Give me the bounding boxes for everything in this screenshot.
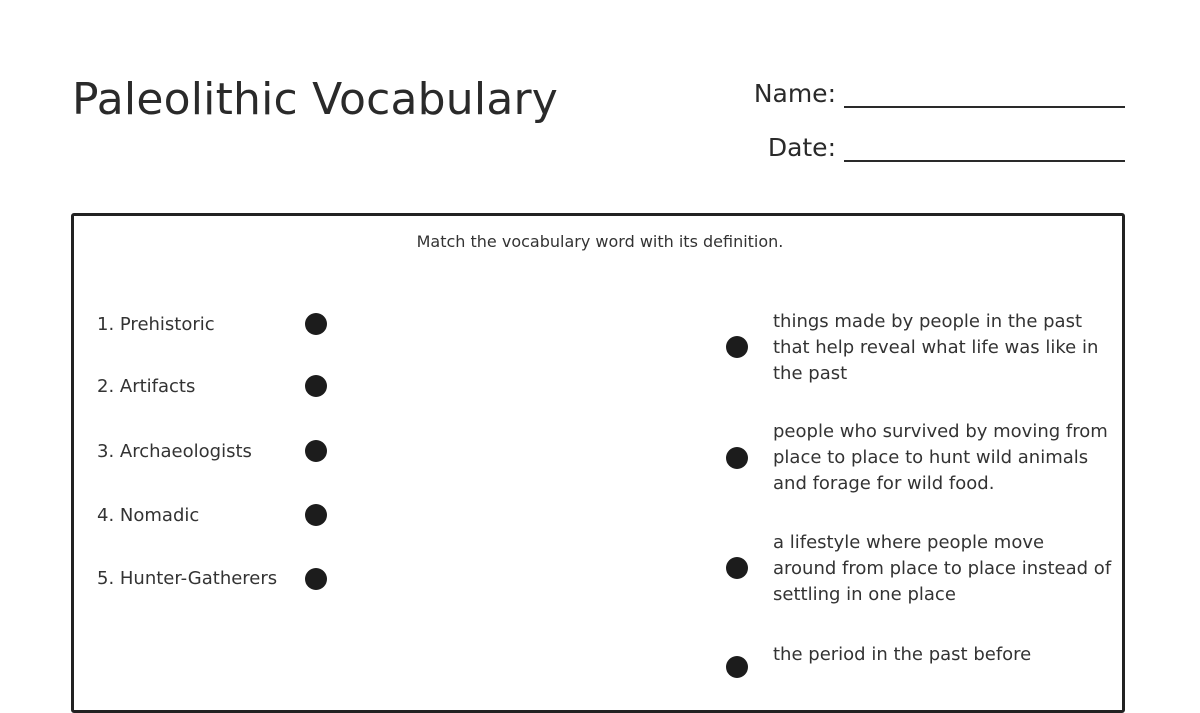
definition-item: the period in the past before [773,644,1032,665]
definition-item: things made by people in the past that help reveal what life was like in the past [773,311,1099,384]
name-input-line[interactable] [844,106,1125,108]
definition-dot[interactable] [726,447,748,469]
term-item: 1. Prehistoric [97,314,215,335]
term-item: 4. Nomadic [97,505,200,526]
term-item: 2. Artifacts [97,376,196,397]
definition-dot[interactable] [726,336,748,358]
date-input-line[interactable] [844,160,1125,162]
term-item: 3. Archaeologists [97,441,252,462]
term-dot[interactable] [305,504,327,526]
name-field [752,80,1125,108]
instructions-text: Match the vocabulary word with its definition. [416,232,784,251]
page-title: Paleolithic Vocabulary [72,74,559,125]
definition-item: people who survived by moving from place to place to hunt wild animals and forage for wild food. [773,421,1108,494]
name-label: Name: [753,79,836,108]
term-dot[interactable] [305,313,327,335]
date-label: Date: [767,133,836,162]
term-dot[interactable] [305,440,327,462]
term-dot[interactable] [305,568,327,590]
definition-dot[interactable] [726,557,748,579]
date-field [752,134,1125,162]
term-dot[interactable] [305,375,327,397]
term-item: 5. Hunter-Gatherers [97,568,278,589]
definition-item: a lifestyle where people move around from place to place instead of settling in one place [773,532,1112,605]
